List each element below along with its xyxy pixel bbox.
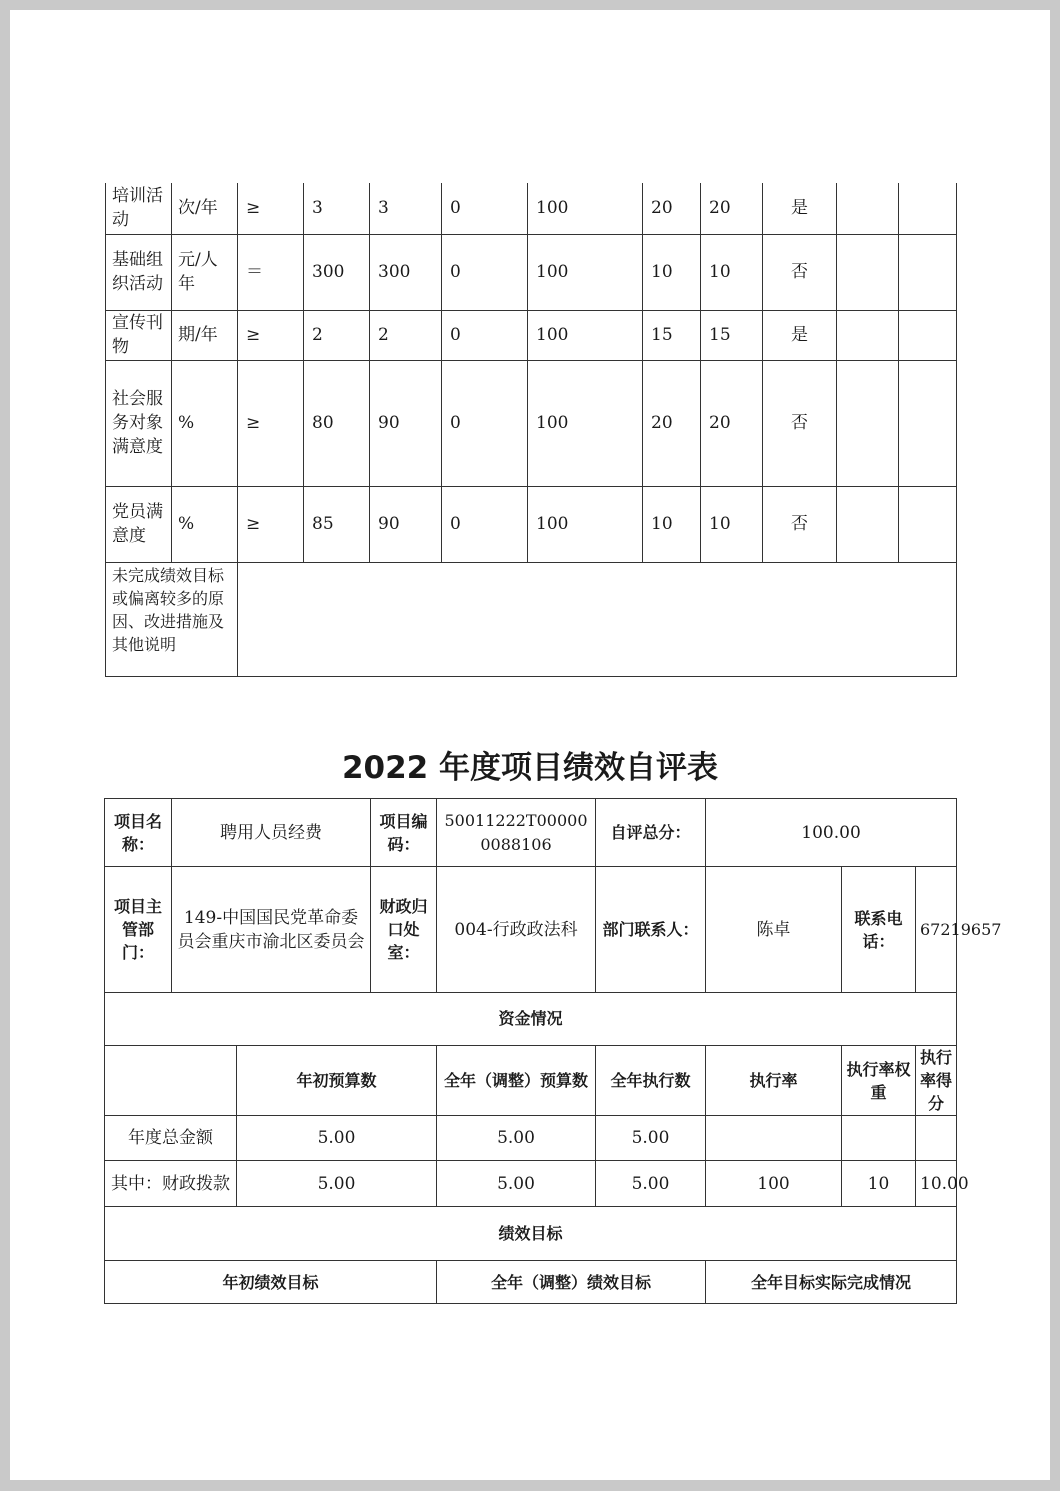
indicator-value: 100 [528,486,643,562]
project-code: 50011222T000000088106 [437,799,596,867]
funding-header: 年初预算数 [237,1046,437,1116]
finance-office-label: 财政归口处室： [371,867,437,993]
indicator-flag: 否 [763,234,837,310]
indicator-row [106,234,957,310]
funding-header: 执行率得分 [916,1046,957,1116]
funding-value: 5.00 [596,1116,706,1161]
indicator-value: 0 [442,486,528,562]
self-score-label: 自评总分： [596,799,706,867]
indicator-value: 0 [442,234,528,310]
finance-office: 004-行政政法科 [437,867,596,993]
indicator-score: 10 [701,486,763,562]
indicator-row [106,486,957,562]
funding-value: 100 [706,1161,842,1207]
form-title: 2022 年度项目绩效自评表 [341,750,719,786]
indicator-score: 15 [701,310,763,360]
indicator-value: 0 [442,310,528,360]
indicator-weight: 20 [643,360,701,486]
indicator-value: 100 [528,234,643,310]
empty-cell [899,310,957,360]
project-name-label: 项目名称： [105,799,172,867]
indicator-actual: 300 [370,234,442,310]
performance-indicator-table [105,183,957,677]
goals-header: 全年（调整）绩效目标 [437,1261,706,1304]
contact-name: 陈卓 [706,867,842,993]
indicator-score: 20 [701,360,763,486]
indicator-flag: 否 [763,486,837,562]
indicator-value: 100 [528,183,643,234]
indicator-actual: 90 [370,360,442,486]
indicator-row [106,360,957,486]
document-page [10,10,1050,1480]
empty-cell [899,234,957,310]
project-code-label: 项目编码： [371,799,437,867]
dept-label: 项目主管部门： [105,867,172,993]
indicator-name: 党员满意度 [106,486,172,562]
indicator-operator: ≥ [238,360,304,486]
indicator-operator: ≥ [238,486,304,562]
indicator-operator: ＝ [238,234,304,310]
contact-label: 部门联系人： [596,867,706,993]
funding-header: 执行率权重 [842,1046,916,1116]
goals-header: 全年目标实际完成情况 [706,1261,957,1304]
project-info-row [105,799,957,867]
indicator-unit: 次/年 [172,183,238,234]
indicator-weight: 20 [643,183,701,234]
indicator-actual: 3 [370,183,442,234]
funding-value: 5.00 [437,1116,596,1161]
funding-value [706,1116,842,1161]
empty-cell [837,486,899,562]
goals-header-row [105,1261,957,1304]
empty-cell [899,183,957,234]
funding-row [105,1161,957,1207]
empty-cell [837,234,899,310]
indicator-value: 100 [528,360,643,486]
remarks-value [238,562,957,676]
indicator-unit: % [172,486,238,562]
funding-row-label: 年度总金额 [105,1116,237,1161]
indicator-value: 100 [528,310,643,360]
indicator-unit: 元/人年 [172,234,238,310]
empty-cell [899,360,957,486]
funding-row-label: 其中：财政拨款 [105,1161,237,1207]
remarks-row [106,562,957,676]
funding-section-row [105,993,957,1046]
goals-header: 年初绩效目标 [105,1261,437,1304]
indicator-target: 85 [304,486,370,562]
indicator-flag: 是 [763,310,837,360]
project-name: 聘用人员经费 [172,799,371,867]
funding-value [842,1116,916,1161]
funding-section-title: 资金情况 [105,993,957,1046]
empty-cell [837,183,899,234]
indicator-value: 0 [442,183,528,234]
funding-header: 执行率 [706,1046,842,1116]
funding-header-row [105,1046,957,1116]
funding-value: 5.00 [237,1116,437,1161]
indicator-flag: 是 [763,183,837,234]
empty-cell [105,1046,237,1116]
funding-header: 全年（调整）预算数 [437,1046,596,1116]
indicator-row [106,310,957,360]
indicator-value: 0 [442,360,528,486]
self-evaluation-table [104,798,1002,1304]
indicator-name: 宣传刊物 [106,310,172,360]
indicator-operator: ≥ [238,183,304,234]
indicator-name: 社会服务对象满意度 [106,360,172,486]
indicator-unit: % [172,360,238,486]
indicator-operator: ≥ [238,310,304,360]
dept-name: 149-中国国民党革命委员会重庆市渝北区委员会 [172,867,371,993]
indicator-target: 2 [304,310,370,360]
indicator-target: 300 [304,234,370,310]
empty-cell [837,310,899,360]
indicator-name: 培训活动 [106,183,172,234]
indicator-row [106,183,957,234]
funding-value: 10.00 [916,1161,957,1207]
funding-header: 全年执行数 [596,1046,706,1116]
funding-value [916,1116,957,1161]
indicator-weight: 15 [643,310,701,360]
phone-number: 67219657 [916,867,957,993]
indicator-weight: 10 [643,234,701,310]
indicator-flag: 否 [763,360,837,486]
indicator-score: 10 [701,234,763,310]
indicator-unit: 期/年 [172,310,238,360]
department-row [105,867,957,993]
empty-cell [899,486,957,562]
indicator-weight: 10 [643,486,701,562]
indicator-target: 80 [304,360,370,486]
funding-value: 5.00 [596,1161,706,1207]
indicator-score: 20 [701,183,763,234]
indicator-target: 3 [304,183,370,234]
phone-label: 联系电话： [842,867,916,993]
empty-cell [837,360,899,486]
indicator-actual: 2 [370,310,442,360]
self-score: 100.00 [706,799,957,867]
indicator-actual: 90 [370,486,442,562]
funding-value: 10 [842,1161,916,1207]
indicator-name: 基础组织活动 [106,234,172,310]
funding-value: 5.00 [437,1161,596,1207]
remarks-label: 未完成绩效目标或偏离较多的原因、改进措施及其他说明 [106,562,238,676]
goals-section-title: 绩效目标 [105,1207,957,1261]
funding-row [105,1116,957,1161]
goals-section-row [105,1207,957,1261]
funding-value: 5.00 [237,1161,437,1207]
